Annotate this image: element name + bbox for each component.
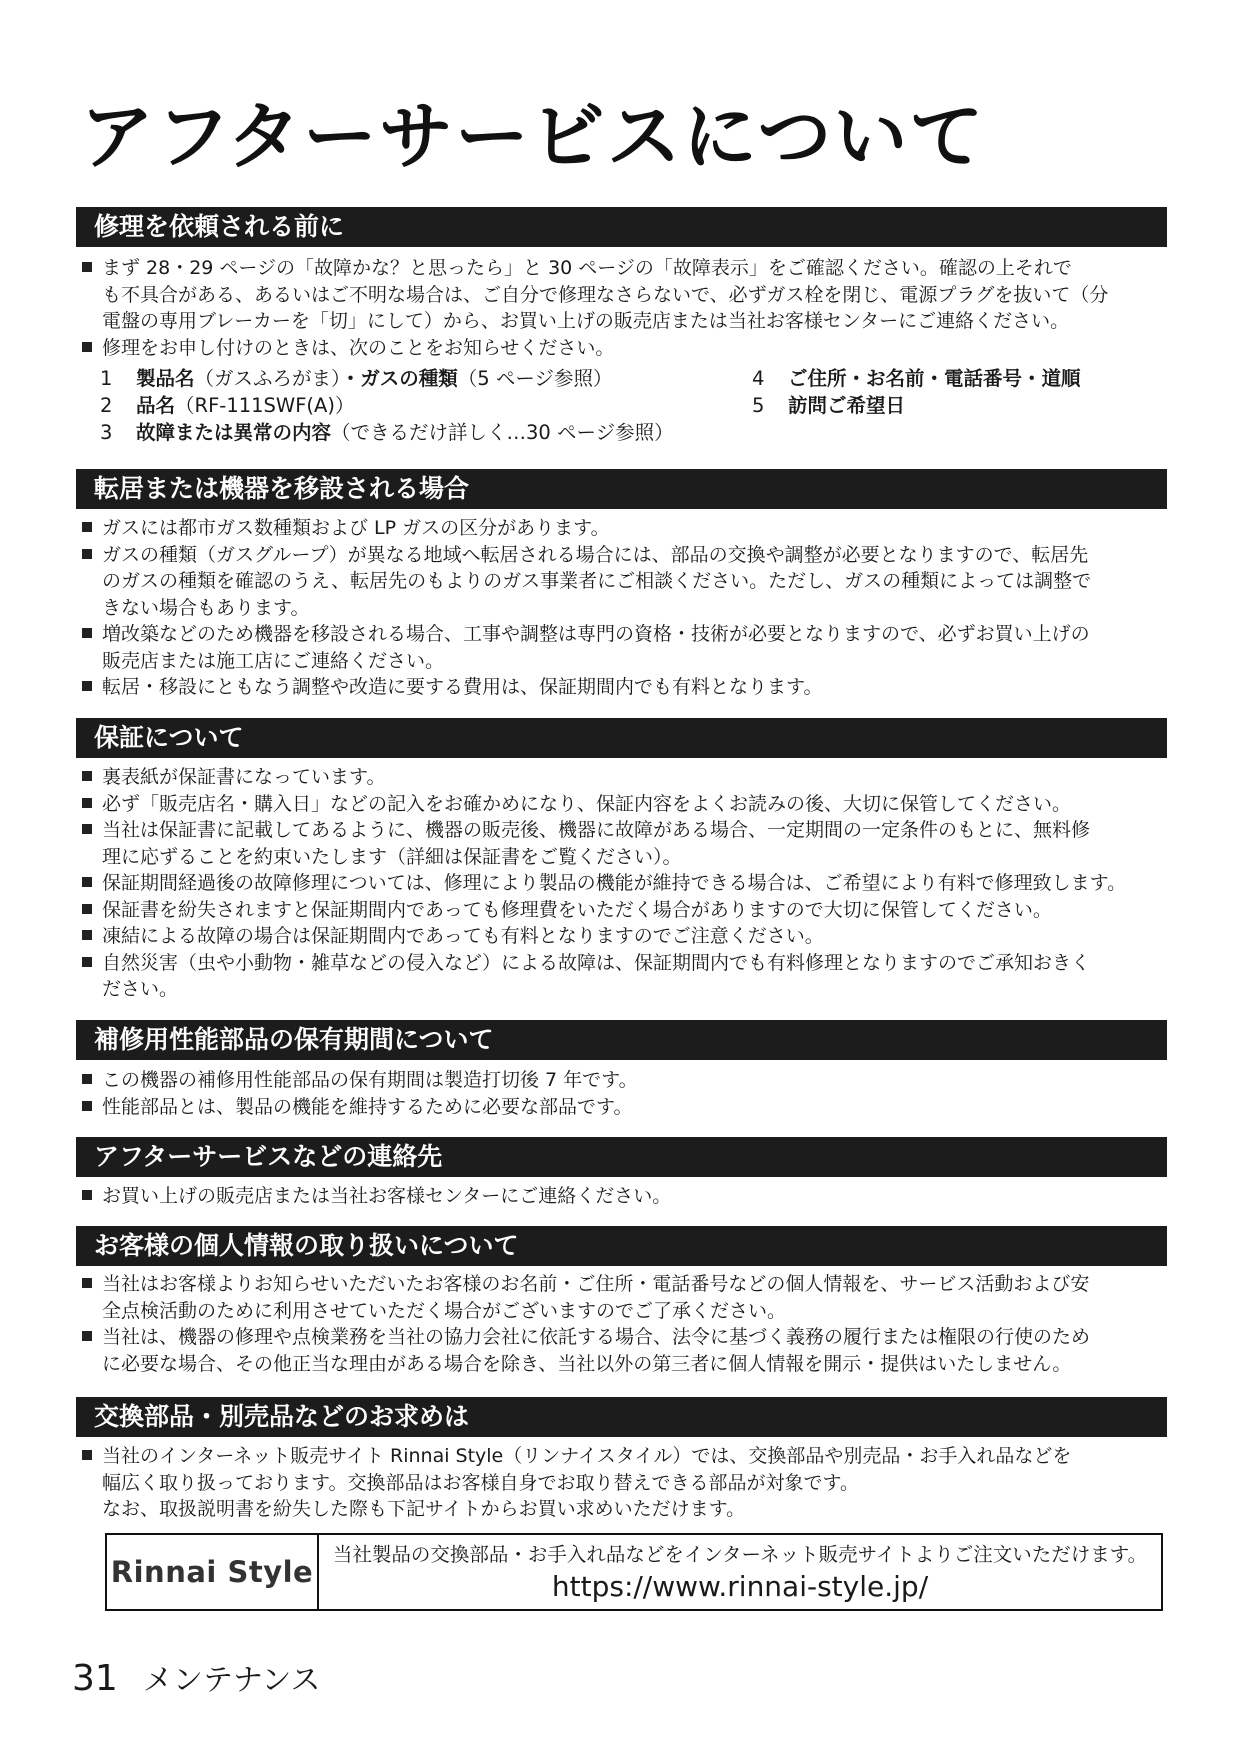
footer-section-label: メンテナンス [142,1663,321,1698]
page-footer [72,1655,321,1699]
square-bullet-icon [82,1074,92,1084]
section-heading-before-repair: 修理を依頼される前に [76,207,1167,247]
bullet-item: 当社は保証書に記載してあるように、機器の販売後、機器に故障がある場合、一定期間の一定条件のもとに、無料修 理に応ずることを約束いたします（詳細は保証書をご覧ください）。 [82,817,1174,870]
page-title: アフターサービスについて [80,94,986,180]
section-heading-parts-retention: 補修用性能部品の保有期間について [76,1020,1167,1060]
square-bullet-icon [82,1101,92,1111]
list-item: 4 ご住所・お名前・電話番号・道順 [752,367,1081,390]
bullet-item: 凍結による故障の場合は保証期間内であっても有料となりますのでご注意ください。 [82,923,1174,950]
square-bullet-icon [82,1278,92,1288]
square-bullet-icon [82,771,92,781]
list-item: 5 訪問ご希望日 [752,394,906,417]
bullet-item: 修理をお申し付けのときは、次のことをお知らせください。 [82,335,1174,362]
square-bullet-icon [82,824,92,834]
section-body-privacy [82,1271,1174,1377]
bullet-item: 当社はお客様よりお知らせいただいたお客様のお名前・ご住所・電話番号などの個人情報を、サービス活動および安 全点検活動のために利用させていただく場合がございますのでご了承ください。 [82,1271,1174,1324]
bullet-item: まず 28・29 ページの「故障かな？と思ったら」と 30 ページの「故障表示」をご確認ください。確認の上それで も不具合がある、あるいはご不明な場合は、ご自分で修理なさらないで、必ずガス栓を閉じ、電源プラグを抜いて（分 電盤の専用ブレーカーを「切」にして）から、お買い上げの販売店または当社お客様センターにご連絡ください。 [82,255,1174,335]
section-heading-warranty: 保証について [76,718,1167,758]
square-bullet-icon [82,1450,92,1460]
square-bullet-icon [82,930,92,940]
square-bullet-icon [82,681,92,691]
rinnai-style-logo: Rinnai Style [107,1535,319,1609]
section-heading-relocation: 転居または機器を移設される場合 [76,469,1167,509]
square-bullet-icon [82,628,92,638]
section-heading-contact: アフターサービスなどの連絡先 [76,1137,1167,1177]
square-bullet-icon [82,1331,92,1341]
page-number: 31 [72,1658,118,1699]
square-bullet-icon [82,522,92,532]
section-body-contact [82,1183,1174,1210]
square-bullet-icon [82,549,92,559]
list-item: 3 故障または異常の内容（できるだけ詳しく…30 ページ参照） [100,421,674,444]
list-item: 1 製品名（ガスふろがま）・ガスの種類（5 ページ参照） [100,367,613,390]
square-bullet-icon [82,1190,92,1200]
square-bullet-icon [82,342,92,352]
bullet-item: 当社のインターネット販売サイト Rinnai Style（リンナイスタイル）では、交換部品や別売品・お手入れ品などを 幅広く取り扱っております。交換部品はお客様自身でお取り替えできる部品が対象です。 なお、取扱説明書を紛失した際も下記サイトからお買い求めいただけます。 [82,1443,1174,1523]
bullet-item: この機器の補修用性能部品の保有期間は製造打切後 7 年です。 [82,1067,1174,1094]
bullet-item: 必ず「販売店名・購入日」などの記入をお確かめになり、保証内容をよくお読みの後、大切に保管してください。 [82,791,1174,818]
bullet-item: 増改築などのため機器を移設される場合、工事や調整は専門の資格・技術が必要となりますので、必ずお買い上げの 販売店または施工店にご連絡ください。 [82,621,1174,674]
bullet-item: 性能部品とは、製品の機能を維持するために必要な部品です。 [82,1094,1174,1121]
section-heading-privacy: お客様の個人情報の取り扱いについて [76,1226,1167,1266]
section-body-purchase-parts [82,1443,1174,1523]
section-body-before-repair [82,255,1174,361]
square-bullet-icon [82,877,92,887]
square-bullet-icon [82,262,92,272]
rinnai-style-url[interactable]: https://www.rinnai-style.jp/ [551,1570,929,1603]
bullet-item: お買い上げの販売店または当社お客様センターにご連絡ください。 [82,1183,1174,1210]
bullet-item: 保証期間経過後の故障修理については、修理により製品の機能が維持できる場合は、ご希望により有料で修理致します。 [82,870,1174,897]
section-body-relocation [82,515,1174,701]
bullet-item: 自然災害（虫や小動物・雑草などの侵入など）による故障は、保証期間内でも有料修理となりますのでご承知おきく ださい。 [82,950,1174,1003]
square-bullet-icon [82,904,92,914]
section-body-parts-retention [82,1067,1174,1120]
rinnai-style-info [319,1535,1161,1609]
rinnai-style-box [105,1533,1163,1611]
bullet-item: ガスには都市ガス数種類および LP ガスの区分があります。 [82,515,1174,542]
square-bullet-icon [82,798,92,808]
square-bullet-icon [82,957,92,967]
list-item: 2 品名（RF-111SWF(A)） [100,394,355,417]
bullet-item: 転居・移設にともなう調整や改造に要する費用は、保証期間内でも有料となります。 [82,674,1174,701]
bullet-item: 保証書を紛失されますと保証期間内であっても修理費をいただく場合がありますので大切に保管してください。 [82,897,1174,924]
rinnai-style-description: 当社製品の交換部品・お手入れ品などをインターネット販売サイトよりご注文いただけます。 [332,1543,1148,1566]
bullet-item: 裏表紙が保証書になっています。 [82,764,1174,791]
section-body-warranty [82,764,1174,1003]
bullet-item: ガスの種類（ガスグループ）が異なる地域へ転居される場合には、部品の交換や調整が必要となりますので、転居先 のガスの種類を確認のうえ、転居先のもよりのガス事業者にご相談ください。ただし、ガスの種類によっては調整で きない場合もあります。 [82,542,1174,622]
bullet-item: 当社は、機器の修理や点検業務を当社の協力会社に依託する場合、法令に基づく義務の履行または権限の行使のため に必要な場合、その他正当な理由がある場合を除き、当社以外の第三者に個人情報を開示・提供はいたしません。 [82,1324,1174,1377]
section-heading-purchase-parts: 交換部品・別売品などのお求めは [76,1397,1167,1437]
